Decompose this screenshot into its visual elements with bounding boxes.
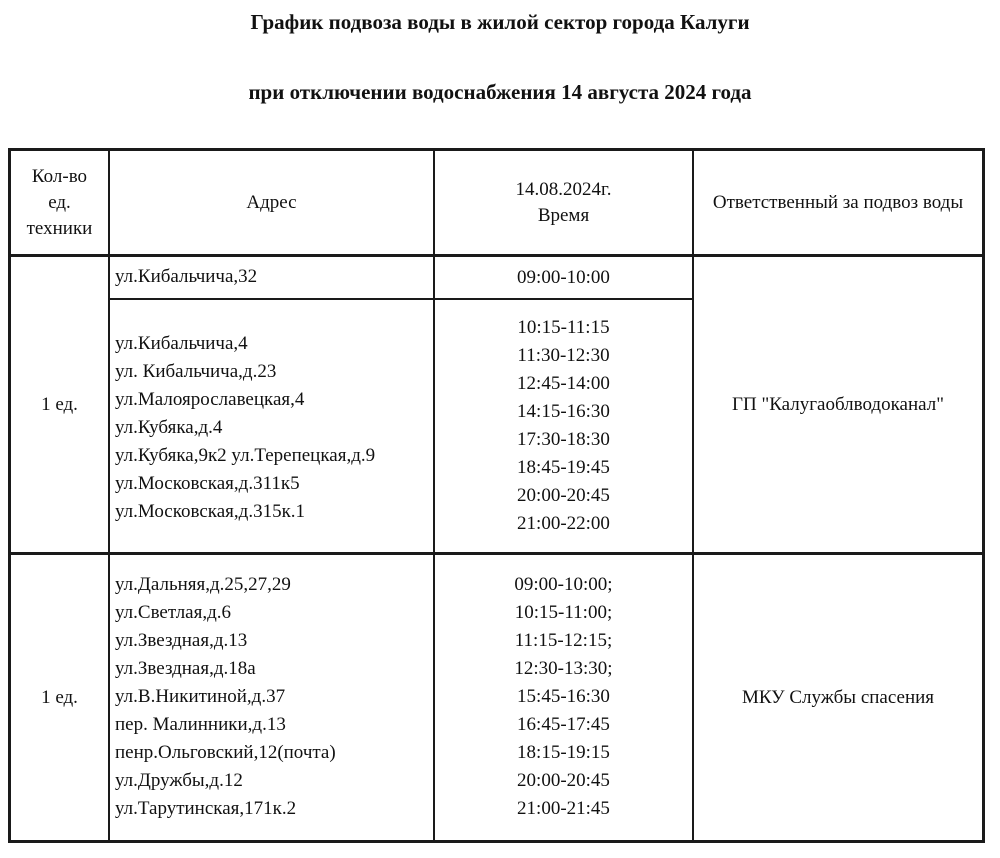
time-line: 09:00-10:00; [514,574,613,595]
responsible-text: МКУ Службы спасения [741,686,935,708]
address-text: ул.Кибальчича,32 [115,266,258,287]
group1-time-list [435,314,692,538]
responsible-text: ГП "Калугаоблводоканал" [732,393,944,415]
header-responsible-label: Ответственный за подвоз воды [712,191,964,213]
address-line: ул. Кибальчича,д.23 [115,361,277,382]
time-line: 15:45-16:30 [517,686,610,707]
time-line: 18:45-19:45 [517,457,610,478]
address-line: ул.Тарутинская,171к.2 [115,798,297,819]
time-line: 17:30-18:30 [517,429,610,450]
row-divider [108,298,692,300]
address-line: ул.Кубяка,д.4 [115,417,223,438]
address-line: ул.Малоярославецкая,4 [115,389,305,410]
time-line: 11:15-12:15; [514,630,613,651]
group1-count-label: 1 ед. [41,393,78,415]
group1-address-list [115,330,431,526]
address-line: ул.Дружбы,д.12 [115,770,243,791]
address-line: ул.Звездная,д.13 [115,630,248,651]
time-line: 10:15-11:15 [517,317,610,338]
group2-count [11,555,108,840]
header-address [110,151,433,254]
header-address-label: Адрес [246,191,297,213]
header-time [435,151,692,254]
group1-count [11,257,108,552]
time-line: 16:45-17:45 [517,714,610,735]
time-line: 12:45-14:00 [517,373,610,394]
address-line: ул.Кибальчича,4 [115,333,248,354]
time-line: 10:15-11:00; [514,602,613,623]
time-line: 12:30-13:30; [514,658,613,679]
group2-time-list [435,571,692,823]
time-line: 11:30-12:30 [517,345,610,366]
group2-address-list [115,571,431,823]
address-line: пенр.Ольговский,12(почта) [115,742,336,763]
time-line: 18:15-19:15 [517,742,610,763]
group1-first-time [435,257,692,298]
time-line: 20:00-20:45 [517,770,610,791]
group1-first-address [115,263,431,293]
time-line: 14:15-16:30 [517,401,610,422]
group2-responsible [694,555,982,840]
address-line: ул.Московская,д.311к5 [115,473,300,494]
document-subtitle: при отключении водоснабжения 14 августа 2024 года [248,80,752,104]
address-line: ул.В.Никитиной,д.37 [115,686,286,707]
document-title: График подвоза воды в жилой сектор города Калуги [250,10,750,34]
time-line: 21:00-22:00 [517,513,610,534]
time-line: 21:00-21:45 [517,798,610,819]
group2-count-label: 1 ед. [41,686,78,708]
address-line: ул.Светлая,д.6 [115,602,232,623]
group1-responsible [694,257,982,552]
header-time-label: 14.08.2024г. Время [515,178,612,226]
time-line: 20:00-20:45 [517,485,610,506]
address-line: ул.Кубяка,9к2 ул.Терепецкая,д.9 [115,445,376,466]
address-line: ул.Московская,д.315к.1 [115,501,306,522]
schedule-table [8,148,985,843]
header-count [11,151,108,254]
address-line: ул.Дальняя,д.25,27,29 [115,574,291,595]
header-responsible [694,151,982,254]
address-line: ул.Звездная,д.18а [115,658,256,679]
address-line: пер. Малинники,д.13 [115,714,286,735]
time-text: 09:00-10:00 [517,266,610,288]
header-count-label: Кол-во ед. техники [26,165,93,239]
